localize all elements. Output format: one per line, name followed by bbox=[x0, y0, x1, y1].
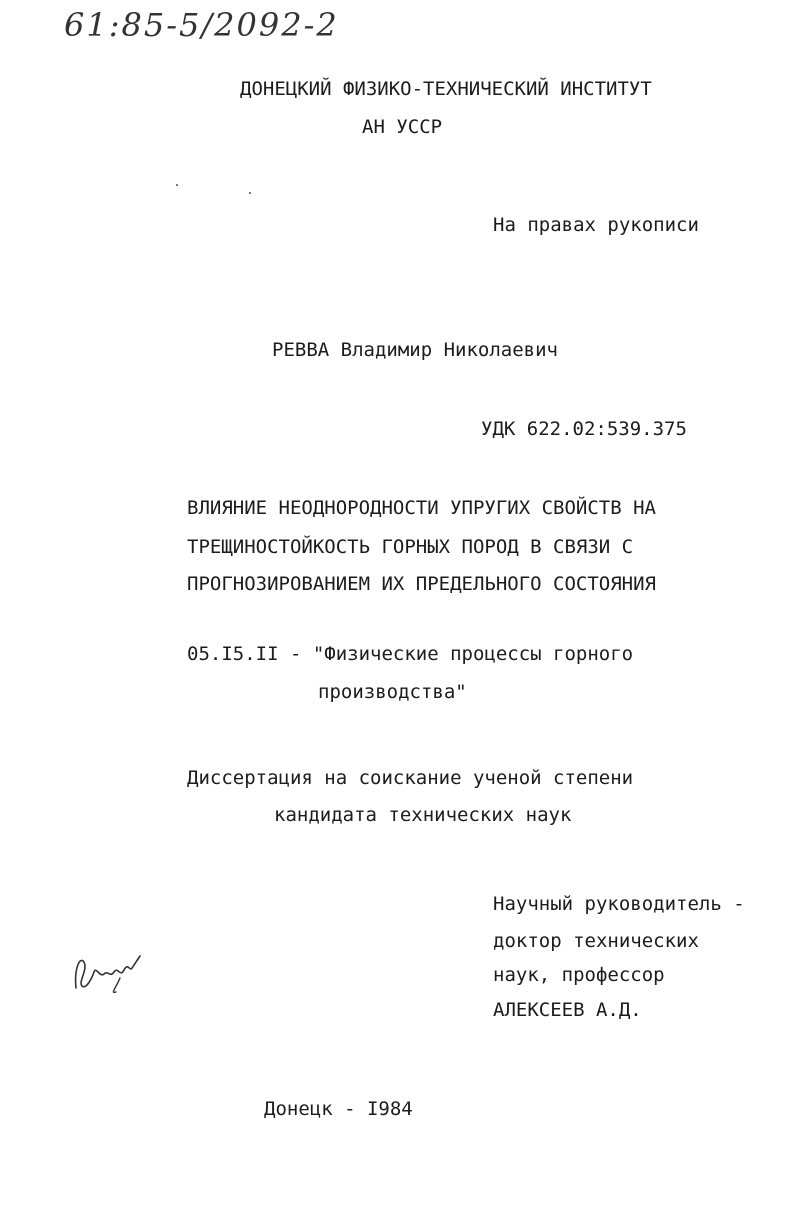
specialty-name: производства" bbox=[318, 681, 467, 703]
speck bbox=[249, 192, 251, 194]
thesis-title-line: ВЛИЯНИЕ НЕОДНОРОДНОСТИ УПРУГИХ СВОЙСТВ НА bbox=[187, 497, 656, 519]
manuscript-rights: На правах рукописи bbox=[493, 214, 699, 236]
supervisor-rank: наук, профессор bbox=[493, 964, 665, 986]
place-and-year: Донецк - I984 bbox=[264, 1098, 413, 1120]
institute-name: ДОНЕЦКИЙ ФИЗИКО-ТЕХНИЧЕСКИЙ ИНСТИТУТ bbox=[240, 78, 652, 100]
thesis-title-line: ТРЕЩИНОСТОЙКОСТЬ ГОРНЫХ ПОРОД В СВЯЗИ С bbox=[187, 536, 634, 558]
degree-statement: Диссертация на соискание ученой степени bbox=[187, 767, 634, 789]
thesis-title-line: ПРОГНОЗИРОВАНИЕМ ИХ ПРЕДЕЛЬНОГО СОСТОЯНИЯ bbox=[187, 573, 656, 595]
author-name: РЕВВА Владимир Николаевич bbox=[272, 339, 558, 361]
supervisor-degree: доктор технических bbox=[493, 930, 699, 952]
udk-code: УДК 622.02:539.375 bbox=[481, 418, 687, 440]
supervisor-label: Научный руководитель - bbox=[493, 893, 745, 915]
specialty-code: 05.I5.II - "Физические процессы горного bbox=[187, 643, 634, 665]
academy-name: АН УССР bbox=[362, 116, 443, 138]
degree-name: кандидата технических наук bbox=[274, 804, 572, 826]
handwritten-archive-number: 61:85-5/2092-2 bbox=[64, 6, 339, 44]
supervisor-name: АЛЕКСЕЕВ А.Д. bbox=[493, 999, 642, 1021]
handwritten-signature-icon bbox=[70, 948, 150, 998]
speck bbox=[176, 184, 178, 186]
